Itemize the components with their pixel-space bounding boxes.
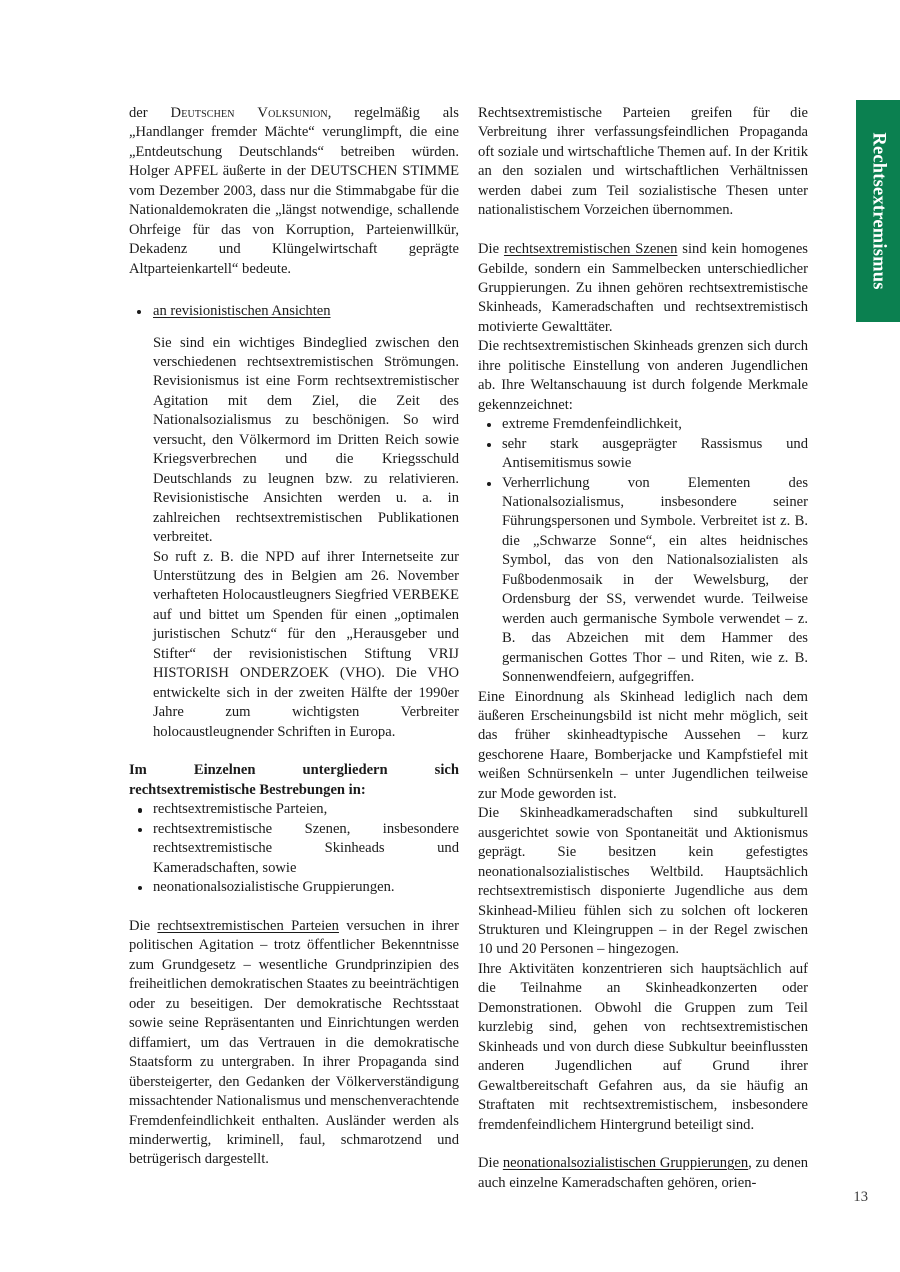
list-item: extreme Fremdenfeindlichkeit, [478,415,808,434]
paragraph-dvu-continuation [129,104,459,279]
paragraph-szenen [478,240,808,337]
organisation-name-smallcaps: Deutschen Volksunion [170,105,328,121]
paragraph-rest-text: versuchen in ihrer politischen Agitation – trotz öffentlicher Bekenntnisse zum Grundgesetz – wesentliche Grundprinzipien des freiheitlichen demokratischen Staates zu beeinträchtigen oder zu beseitigen. Der demokratische Rechtsstaat sowie seine Repräsentanten und Einrichtungen werden diffamiert, um das Vertrauen in die demokratische Staatsform zu untergraben. In ihrer Propaganda sind übersteigerter, den Gedanken der Völkerverständigung missachtender Nationalismus und menschenverachtende Fremdenfeindlichkeit enthalten. Ausländer werden als minderwertig, kriminell, faul, schmarotzend und betrügerisch dargestellt. [129,918,459,1168]
paragraph-aktivitaeten: Ihre Aktivitäten konzentrieren sich hauptsächlich auf die Teilnahme an Skinheadkonzerten oder Demonstrationen. Obwohl die Gruppen zum Teil kurzlebig sind, gehen von rechtsextremistischen Skinheads und von durch diese Subkultur beeinflussten anderen Jugendlichen auf Grund ihrer Gewaltbereitschaft Gefahren aus, da sie häufig an Straftaten mit rechtsextremistischem, insbesondere fremdenfeindlichem Hintergrund beteiligt sind. [478,960,808,1133]
paragraph-parteien [129,917,459,1170]
list-item: neonationalsozialistische Gruppierungen. [129,878,459,897]
page-number: 13 [853,1189,868,1205]
list-bestrebungen [129,800,459,897]
list-item: sehr stark ausgeprägter Rassismus und Antisemitismus sowie [478,435,808,474]
bullet-heading-label: an revisionistischen Ansichten [153,303,331,320]
bullet-body [153,334,459,743]
paragraph-rest-text: , zu denen auch einzelne Kameradschaften gehören, orien- [478,1155,808,1191]
section-tab-label: Rechtsextremismus [868,132,889,290]
paragraph-rest-text: sind kein homogenes Gebilde, sondern ein Sammelbecken unterschiedlicher Gruppierungen. Zu ihnen gehören rechtsextremistische Skinheads, Kameradschaften und rechtsextremistisch motivierte Gewalttäter. [478,241,808,335]
paragraph-einordnung-skinhead: Eine Einordnung als Skinhead lediglich nach dem äußeren Erscheinungsbild ist nicht mehr möglich, seit das früher skinheadtypische Aussehen – kurz geschorene Haare, Bomberjacke und Kampfstiefel mit weißen Schnürsenkeln – unter Jugendlichen teilweise zur Mode geworden ist. [478,688,808,802]
list-item: rechtsextremistische Szenen, insbesondere rechtsextremistische Skinheads und Kameradschaften, sowie [129,820,459,878]
bullet-body-paragraph-1: Sie sind ein wichtiges Bindeglied zwischen den verschiedenen rechtsextremistischen Strömungen. Revisionismus ist eine Form rechtsextremistischer Agitation mit dem Ziel, die Zeit des Nationalsozialismus zu beschönigen. So wird versucht, den Völkermord im Dritten Reich sowie Kriegsverbrechen und die Kriegsschuld Deutschlands zu leugnen bzw. zu relativieren. Revisionistische Ansichten werden u. a. in zahlreichen rechtsextremistischen Publikationen verbreitet. [153,334,459,546]
list-skinhead-merkmale [478,415,808,687]
right-column [478,104,808,1193]
term-neonationalsozialistische-gruppierungen: neonationalsozialistischen Gruppierungen [502,1155,749,1172]
paragraph-parteien-propaganda: Rechtsextremistische Parteien greifen für die Verbreitung ihrer verfassungsfeindlichen Propaganda oft soziale und wirtschaftliche Themen auf. In der Kritik an den sozialen und wirtschaftlichen Verhältnissen werden dabei zum Teil sozialistische Thesen unter nationalistischem Vorzeichen übernommen. [478,105,809,219]
subheading-gliederung: Im Einzelnen untergliedern sich rechtsextremistische Bestrebungen in: [129,762,459,798]
term-rechtsextremistische-parteien: rechtsextremistischen Parteien [157,918,339,934]
term-rechtsextremistische-szenen: rechtsextremistischen Szenen [503,241,678,258]
paragraph-lead-text: Die [478,1155,503,1172]
paragraph-rest-text: , regelmäßig als „Handlanger fremder Mächte“ verunglimpft, die eine „Entdeutschung Deutschlands“ betreiben würden. Holger APFEL äußerte in der DEUTSCHEN STIMME vom Dezember 2003, dass nur die Stimmabgabe für die Nationaldemokraten die „längst notwendige, schallende Ohrfeige für das von Korruption, Parteienwillkür, Dekadenz und Klüngelwirtschaft geprägte Altparteienkartell“ bedeute. [129,105,459,277]
list-item: rechtsextremistische Parteien, [129,800,459,819]
bullet-block-revisionismus [129,302,459,742]
paragraph-lead-text: der [129,105,171,121]
paragraph-skinheadkameradschaften: Die Skinheadkameradschaften sind subkulturell ausgerichtet sowie von Spontaneität und Aktionismus geprägt. Sie besitzen kein gefestigtes neonationalsozialistisches Weltbild. Hauptsächlich rechtsextremistisch disponierte Jugendliche aus dem Skinhead-Milieu fühlen sich zu solchen oft lockeren Strukturen und Kleingruppen – in der Regel zwischen 10 und 20 Personen – hingezogen. [478,805,808,958]
paragraph-lead-text: Die [129,918,158,934]
left-column [129,104,459,1170]
bullet-heading-row [129,302,459,321]
paragraph-skinheads-merkmale: Die rechtsextremistischen Skinheads grenzen sich durch ihre politische Einstellung von anderen Jugendlichen ab. Ihre Weltanschauung ist durch folgende Merkmale gekennzeichnet: [478,338,808,413]
list-item: Verherrlichung von Elementen des Nationalsozialismus, insbesondere seiner Führungspersonen und Symbole. Verbreitet ist z. B. die „Schwarze Sonne“, ein altes heidnisches Symbol, das von den Nationalsozialisten als Fußbodenmosaik in der Wewelsburg, der Ordensburg der SS, verwendet wurde. Teilweise werden auch germanische Symbole verwendet – z. B. das Abzeichen mit dem Hammer des germanischen Gottes Thor – und Riten, wie z. B. Sonnenwendfeiern, aufgegriffen. [478,474,808,688]
paragraph-neonazi-gruppierungen [478,1154,808,1193]
bullet-body-paragraph-2: So ruft z. B. die NPD auf ihrer Internetseite zur Unterstützung des in Belgien am 26. November verhafteten Holocaustleugners Siegfried VERBEKE auf und bittet um Spenden für einen „optimalen juristischen Schutz“ für den „Herausgeber und Stifter“ der revisionistischen Stiftung VRIJ HISTORISH ONDERZOEK (VHO). Die VHO entwickelte sich in der zweiten Hälfte der 1990er Jahre zum wichtigsten Verbreiter holocaustleugnender Schriften in Europa. [153,548,459,740]
paragraph-lead-text: Die [478,241,504,258]
